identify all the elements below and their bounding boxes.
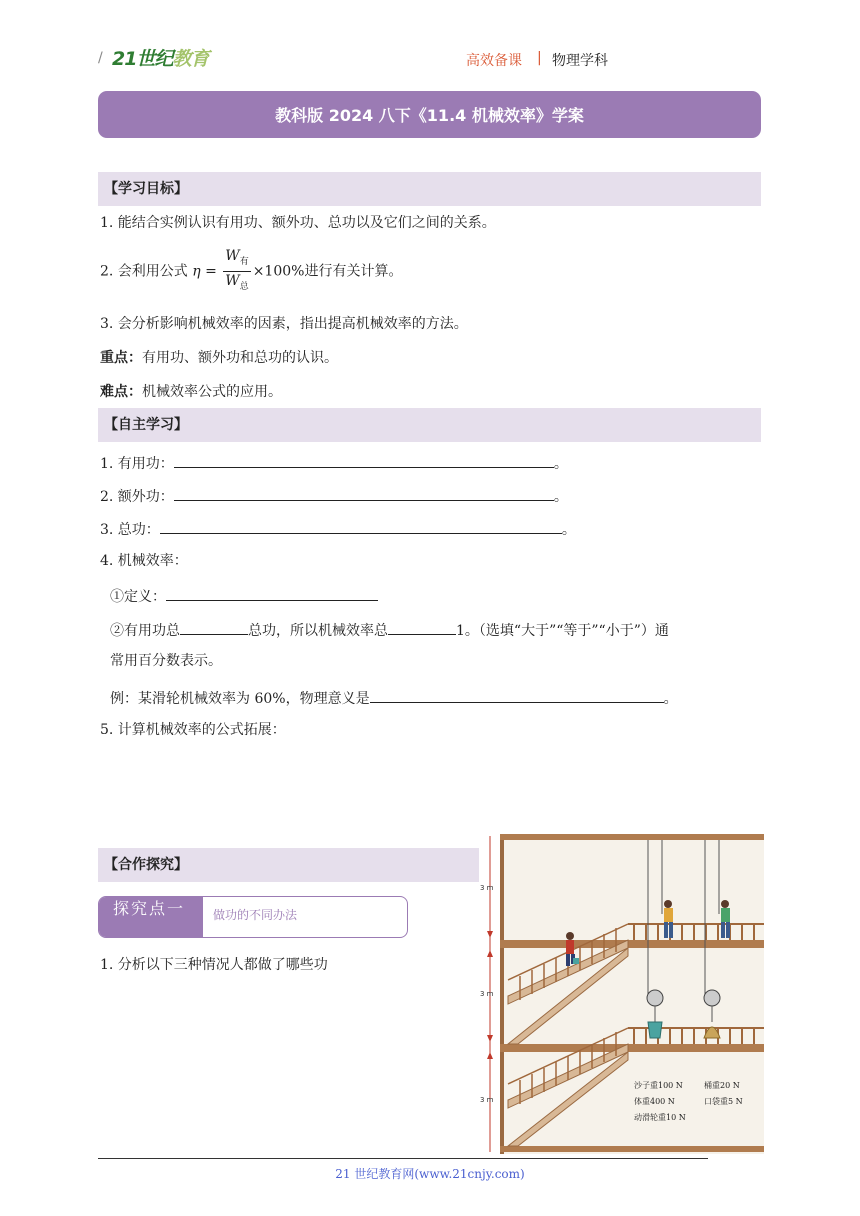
goal-3: 3. 会分析影响机械效率的因素，指出提高机械效率的方法。 [100, 316, 468, 332]
arrow-icon [487, 931, 493, 938]
answer-blank[interactable] [180, 618, 248, 635]
height-label-top: 3 m [480, 884, 494, 892]
formula-times: ×100% [252, 263, 305, 280]
floor-slab-upper [500, 940, 764, 948]
compare-text-2: 总功，所以机械效率总 [248, 623, 388, 639]
period: 。 [561, 522, 576, 538]
goal-1: 1. 能结合实例认识有用功、额外功、总功以及它们之间的关系。 [100, 215, 496, 231]
header-separator: | [537, 50, 542, 66]
footer-divider [98, 1158, 708, 1159]
arrow-icon [487, 1052, 493, 1059]
building-wall [500, 834, 504, 1154]
answer-blank[interactable] [160, 517, 562, 534]
answer-blank[interactable] [174, 451, 554, 468]
section-goals: 【学习目标】 [98, 172, 761, 206]
label-bucket-weight: 桶重20 N [704, 1081, 740, 1090]
pulley-right [704, 990, 720, 1006]
logo [112, 44, 208, 71]
period: 。 [663, 691, 678, 707]
probe-point-box [98, 896, 408, 938]
self-q3-label: 3. 总功： [100, 522, 160, 538]
logo-text-secondary: 教育 [172, 48, 209, 70]
probe-point-tag: 探究点一 [99, 897, 203, 937]
difficult-point [100, 382, 282, 402]
difficult-point-text: 机械效率公式的应用。 [142, 384, 282, 400]
self-q1-label: 1. 有用功： [100, 456, 174, 472]
height-label-bottom: 3 m [480, 1096, 494, 1104]
formula-sub-you: 有 [239, 256, 249, 267]
self-q3 [100, 517, 576, 540]
answer-blank[interactable] [174, 484, 554, 501]
formula-w-num: W [225, 248, 240, 264]
floor-slab-middle [500, 1044, 764, 1052]
period: 。 [553, 489, 568, 505]
compare-text-3: 1。（选填“大于”“等于”“小于”）通 [456, 623, 669, 639]
logo-slash: / [98, 50, 103, 66]
example-text: 例：某滑轮机械效率为 60%，物理意义是 [110, 691, 370, 707]
formula-fraction [223, 247, 250, 296]
stairs-pulley-figure [478, 830, 764, 1160]
key-point-text: 有用功、额外功和总功的认识。 [142, 350, 338, 366]
page-title: 教科版 2024 八下《11.4 机械效率》学案 [98, 91, 761, 138]
self-q4: 4. 机械效率： [100, 553, 188, 569]
figure-background [500, 834, 764, 1154]
self-q4-compare-cont: 常用百分数表示。 [110, 653, 222, 669]
footer-text: 21 世纪教育网(www.21cnjy.com) [335, 1167, 525, 1181]
key-point [100, 348, 338, 368]
self-q1 [100, 451, 568, 474]
self-q2-label: 2. 额外功： [100, 489, 174, 505]
self-q5: 5. 计算机械效率的公式拓展： [100, 722, 286, 738]
header-tag-right: 物理学科 [552, 53, 608, 69]
formula-sub-zong: 总 [239, 281, 249, 292]
period: 。 [553, 456, 568, 472]
pulley-left [647, 990, 663, 1006]
floor-slab-ground [500, 1146, 764, 1152]
ceiling-beam [500, 834, 764, 840]
formula-w-den: W [225, 272, 240, 289]
arrow-icon [487, 950, 493, 957]
self-q2 [100, 484, 568, 507]
answer-blank[interactable] [370, 686, 664, 703]
header-tag-left: 高效备课 [466, 53, 522, 69]
label-sand-weight: 沙子重100 N [634, 1081, 683, 1090]
arrow-icon [487, 1035, 493, 1042]
goal-2 [100, 247, 402, 296]
section-self-study: 【自主学习】 [98, 408, 761, 442]
goal-2-suffix: 进行有关计算。 [304, 263, 403, 280]
formula-eta: η = [192, 263, 217, 280]
height-label-middle: 3 m [480, 990, 494, 998]
probe-point-subtitle: 做功的不同办法 [213, 908, 298, 922]
logo-text-primary: 21世纪 [112, 48, 173, 70]
answer-blank[interactable] [166, 584, 378, 601]
goal-2-prefix: 2. 会利用公式 [100, 263, 188, 280]
self-q4-example [110, 686, 678, 709]
answer-blank[interactable] [388, 618, 456, 635]
label-pulley-weight: 动滑轮重10 N [634, 1113, 686, 1122]
compare-text-1: ②有用功总 [110, 623, 180, 639]
self-q4-compare [110, 618, 669, 641]
probe-q1: 1. 分析以下三种情况人都做了哪些功 [100, 957, 328, 973]
label-bag-weight: 口袋重5 N [704, 1097, 743, 1106]
section-cooperation: 【合作探究】 [98, 848, 479, 882]
difficult-point-label: 难点： [100, 384, 142, 400]
label-body-weight: 体重400 N [634, 1097, 675, 1106]
definition-label: ①定义： [110, 589, 166, 605]
bucket [648, 1022, 662, 1038]
key-point-label: 重点： [100, 350, 142, 366]
self-q4-definition [110, 584, 378, 607]
